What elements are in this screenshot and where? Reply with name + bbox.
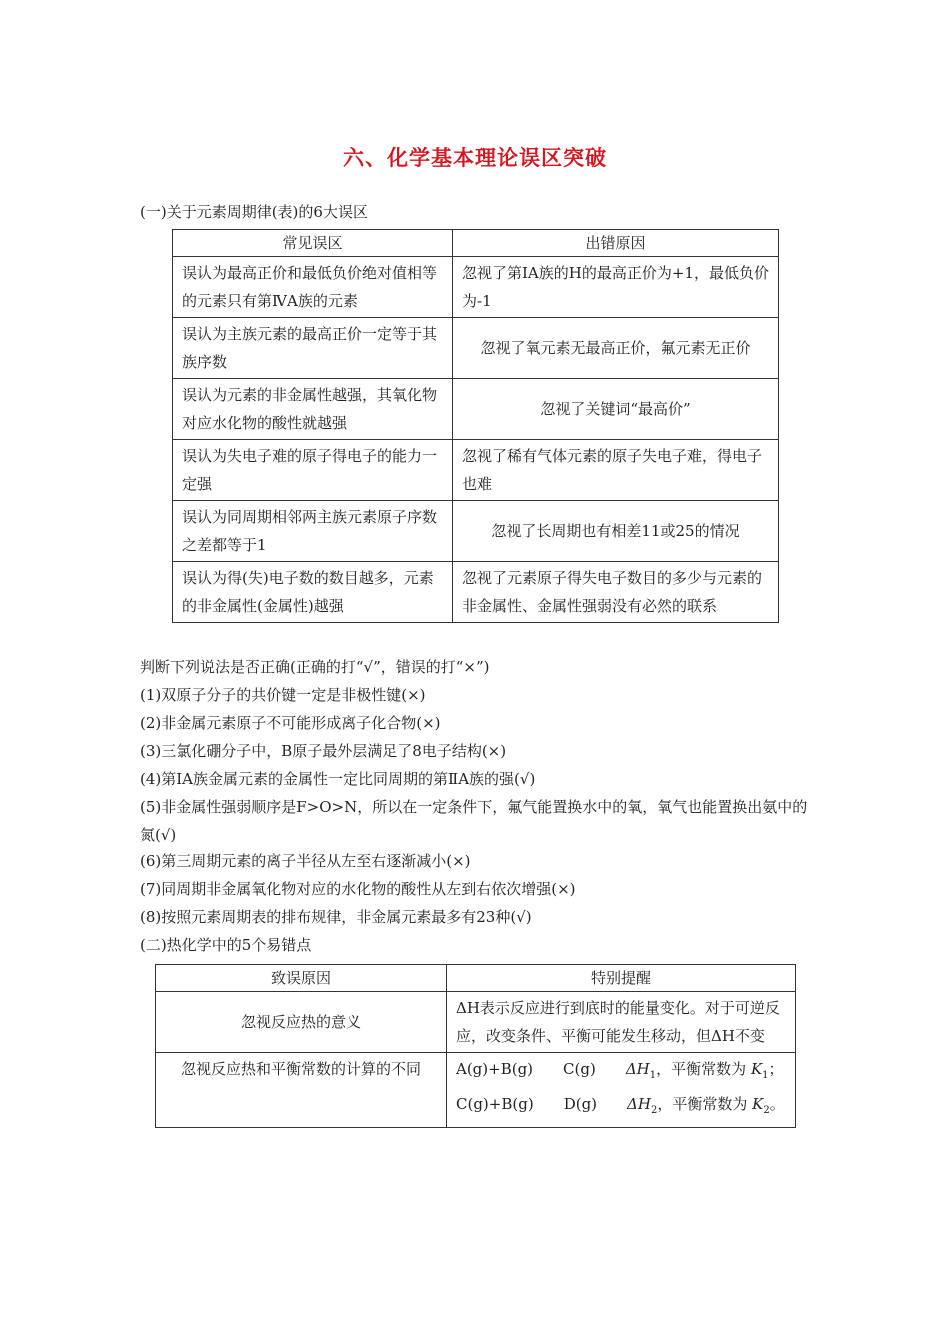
reason-cell: 忽视了关键词“最高价”	[453, 379, 779, 440]
reason-cell: 忽视了元素原子得失电子数目的多少与元素的非金属性、金属性强弱没有必然的联系	[453, 562, 779, 623]
periodic-law-table	[172, 229, 779, 623]
section1-heading: (一)关于元素周期律(表)的6大误区	[140, 203, 368, 221]
reason-cell: 忽视了第ⅠA族的H的最高正价为+1，最低负价为-1	[453, 257, 779, 318]
misconception-cell: 误认为主族元素的最高正价一定等于其族序数	[173, 318, 453, 379]
column-header: 常见误区	[173, 230, 453, 257]
judge-item: (4)第ⅠA族金属元素的金属性一定比同周期的第ⅡA族的强(√)	[140, 770, 536, 788]
table-row	[173, 440, 779, 501]
misconception-cell: 误认为得(失)电子数的数目越多，元素的非金属性(金属性)越强	[173, 562, 453, 623]
judge-item: (8)按照元素周期表的排布规律，非金属元素最多有23种(√)	[140, 908, 532, 926]
table-row	[173, 379, 779, 440]
table-row	[156, 1053, 796, 1128]
misconception-cell: 误认为失电子难的原子得电子的能力一定强	[173, 440, 453, 501]
cause-cell: 忽视反应热和平衡常数的计算的不同	[156, 1053, 447, 1128]
table-row	[173, 257, 779, 318]
judge-item: (1)双原子分子的共价键一定是非极性键(×)	[140, 686, 426, 704]
judge-item: (3)三氯化硼分子中，B原子最外层满足了8电子结构(×)	[140, 742, 507, 760]
judge-intro: 判断下列说法是否正确(正确的打“√”，错误的打“×”)	[140, 658, 490, 676]
table-header-row	[156, 965, 796, 992]
reason-cell: 忽视了稀有气体元素的原子失电子难，得电子也难	[453, 440, 779, 501]
judge-item: (2)非金属元素原子不可能形成离子化合物(×)	[140, 714, 441, 732]
misconception-cell: 误认为元素的非金属性越强，其氧化物对应水化物的酸性就越强	[173, 379, 453, 440]
column-header: 特别提醒	[447, 965, 796, 992]
reason-cell: 忽视了长周期也有相差11或25的情况	[453, 501, 779, 562]
table-row	[173, 562, 779, 623]
note-cell	[447, 1053, 796, 1128]
note-cell: ΔH表示反应进行到底时的能量变化。对于可逆反应，改变条件、平衡可能发生移动，但ΔH不变	[447, 992, 796, 1053]
judge-item: (5)非金属性强弱顺序是F>O>N，所以在一定条件下，氟气能置换水中的氧，氧气也能置换出氨中的氮(√)	[140, 798, 808, 844]
table-row	[173, 501, 779, 562]
judge-item: (7)同周期非金属氧化物对应的水化物的酸性从左到右依次增强(×)	[140, 880, 576, 898]
table-row	[156, 992, 796, 1053]
equation-2: C(g)+B(g) D(g) $\Delta H_2$，平衡常数为 $K_2$。	[456, 1095, 785, 1116]
page-title: 六、化学基本理论误区突破	[343, 146, 607, 170]
column-header: 致误原因	[156, 965, 447, 992]
cause-cell: 忽视反应热的意义	[156, 992, 447, 1053]
table-header-row	[173, 230, 779, 257]
section2-heading: (二)热化学中的5个易错点	[140, 936, 312, 954]
misconception-cell: 误认为同周期相邻两主族元素原子序数之差都等于1	[173, 501, 453, 562]
equation-1: A(g)+B(g) C(g) $\Delta H_1$，平衡常数为 $K_1$；	[456, 1060, 784, 1081]
table-row	[173, 318, 779, 379]
misconception-cell: 误认为最高正价和最低负价绝对值相等的元素只有第ⅣA族的元素	[173, 257, 453, 318]
judge-item: (6)第三周期元素的离子半径从左至右逐渐减小(×)	[140, 852, 471, 870]
reason-cell: 忽视了氧元素无最高正价，氟元素无正价	[453, 318, 779, 379]
thermochemistry-table	[155, 964, 796, 1128]
column-header: 出错原因	[453, 230, 779, 257]
